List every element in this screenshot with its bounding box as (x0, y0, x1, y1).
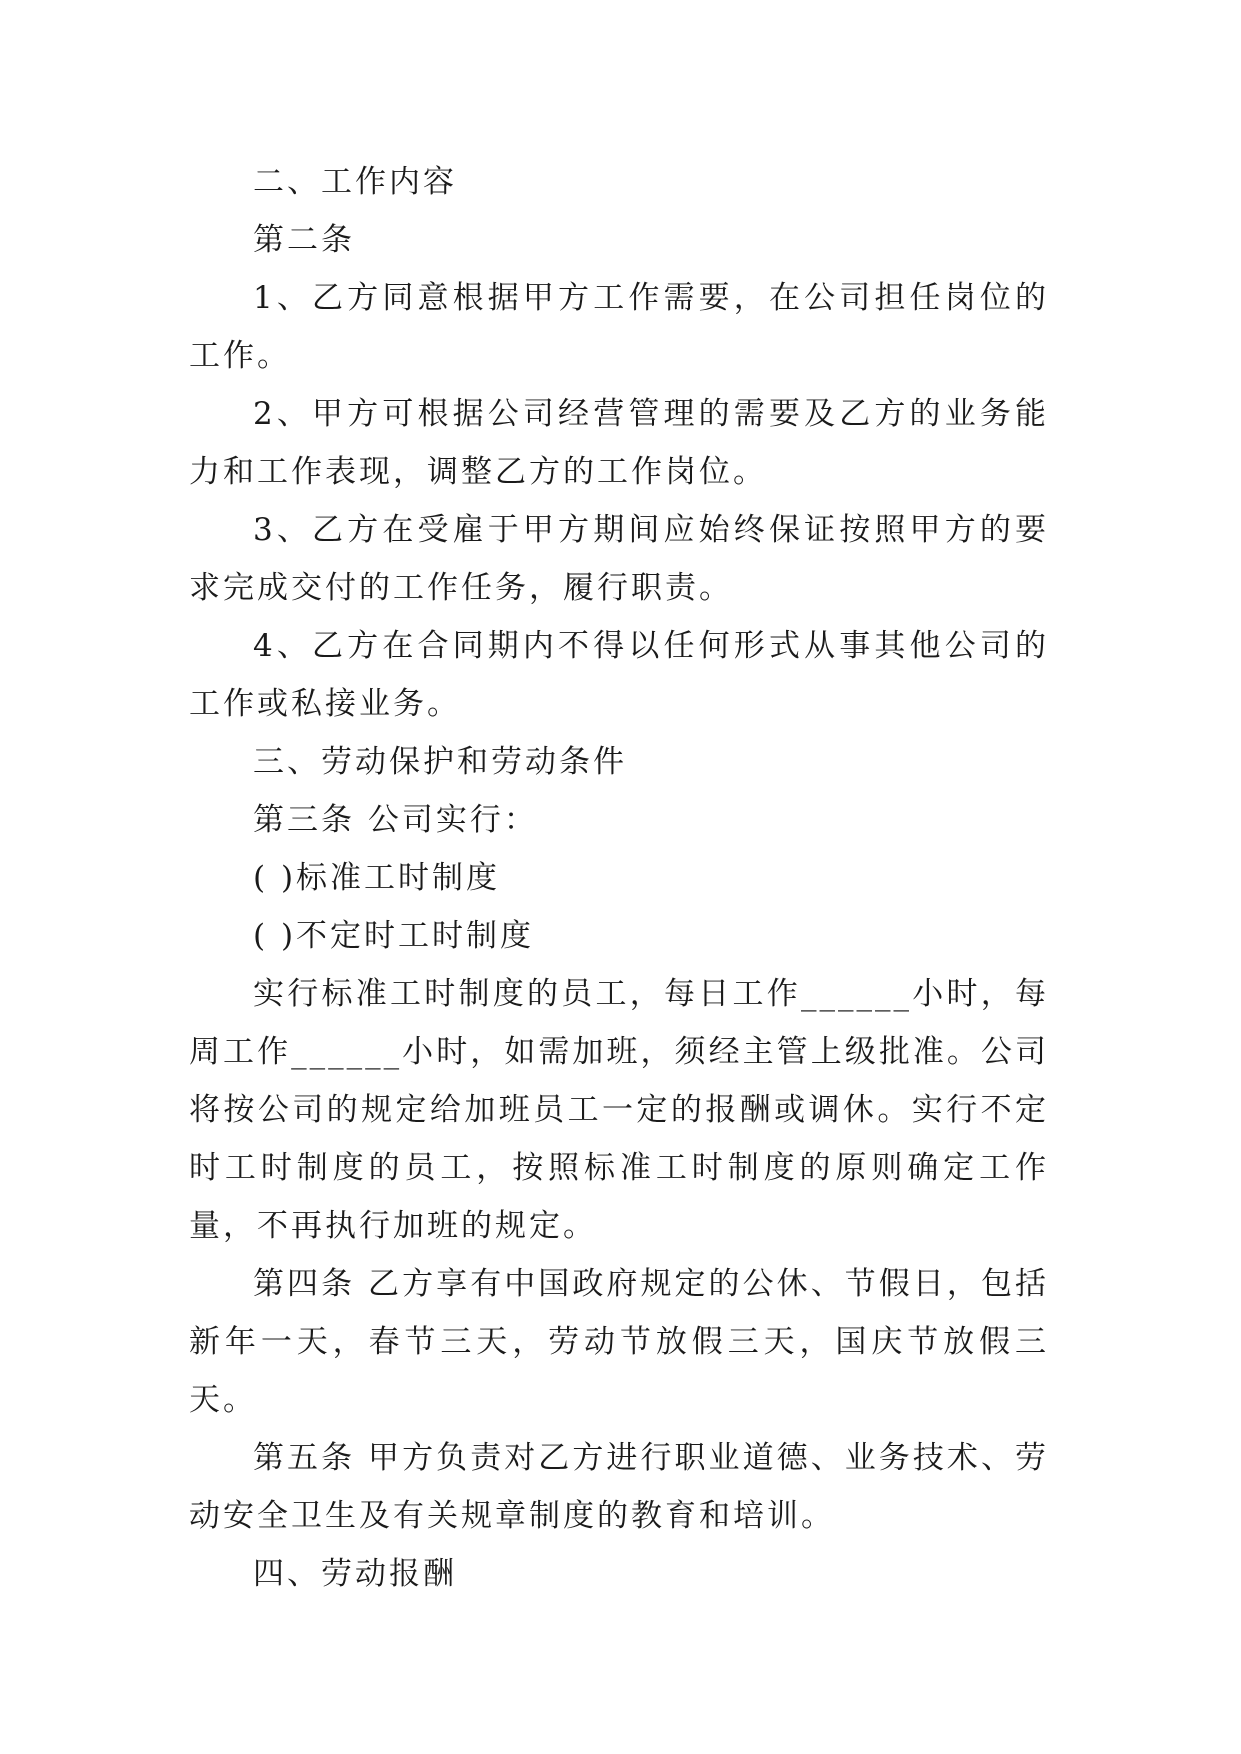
section-heading-remuneration: 四、劳动报酬 (253, 1556, 457, 1592)
option-flexible-hours: ( )不定时工时制度 (253, 918, 535, 954)
article-5-training: 第五条 甲方负责对乙方进行职业道德、业务技术、劳动安全卫生及有关规章制度的教育和培训。 (189, 1440, 1049, 1534)
working-hours-paragraph: 实行标准工时制度的员工，每日工作______小时，每周工作______小时，如需加班，须经主管上级批准。公司将按公司的规定给加班员工一定的报酬或调休。实行不定时工时制度的员工，按照标准工时制度的原则确定工作量，不再执行加班的规定。 (189, 976, 1049, 1244)
section-heading-labor-protection: 三、劳动保护和劳动条件 (253, 744, 627, 780)
clause-2-1: 1、乙方同意根据甲方工作需要，在公司担任岗位的工作。 (189, 280, 1049, 374)
article-3-heading: 第三条 公司实行： (253, 802, 538, 838)
clause-2-2: 2、甲方可根据公司经营管理的需要及乙方的业务能力和工作表现，调整乙方的工作岗位。 (189, 396, 1049, 490)
option-standard-hours: ( )标准工时制度 (253, 860, 501, 896)
article-2-heading: 第二条 (253, 222, 355, 258)
document-body (189, 153, 1049, 1603)
clause-2-3: 3、乙方在受雇于甲方期间应始终保证按照甲方的要求完成交付的工作任务，履行职责。 (189, 512, 1049, 606)
article-4-holidays: 第四条 乙方享有中国政府规定的公休、节假日，包括新年一天，春节三天，劳动节放假三天，国庆节放假三天。 (189, 1266, 1049, 1418)
clause-2-4: 4、乙方在合同期内不得以任何形式从事其他公司的工作或私接业务。 (189, 628, 1049, 722)
section-heading-work-content: 二、工作内容 (253, 164, 457, 200)
